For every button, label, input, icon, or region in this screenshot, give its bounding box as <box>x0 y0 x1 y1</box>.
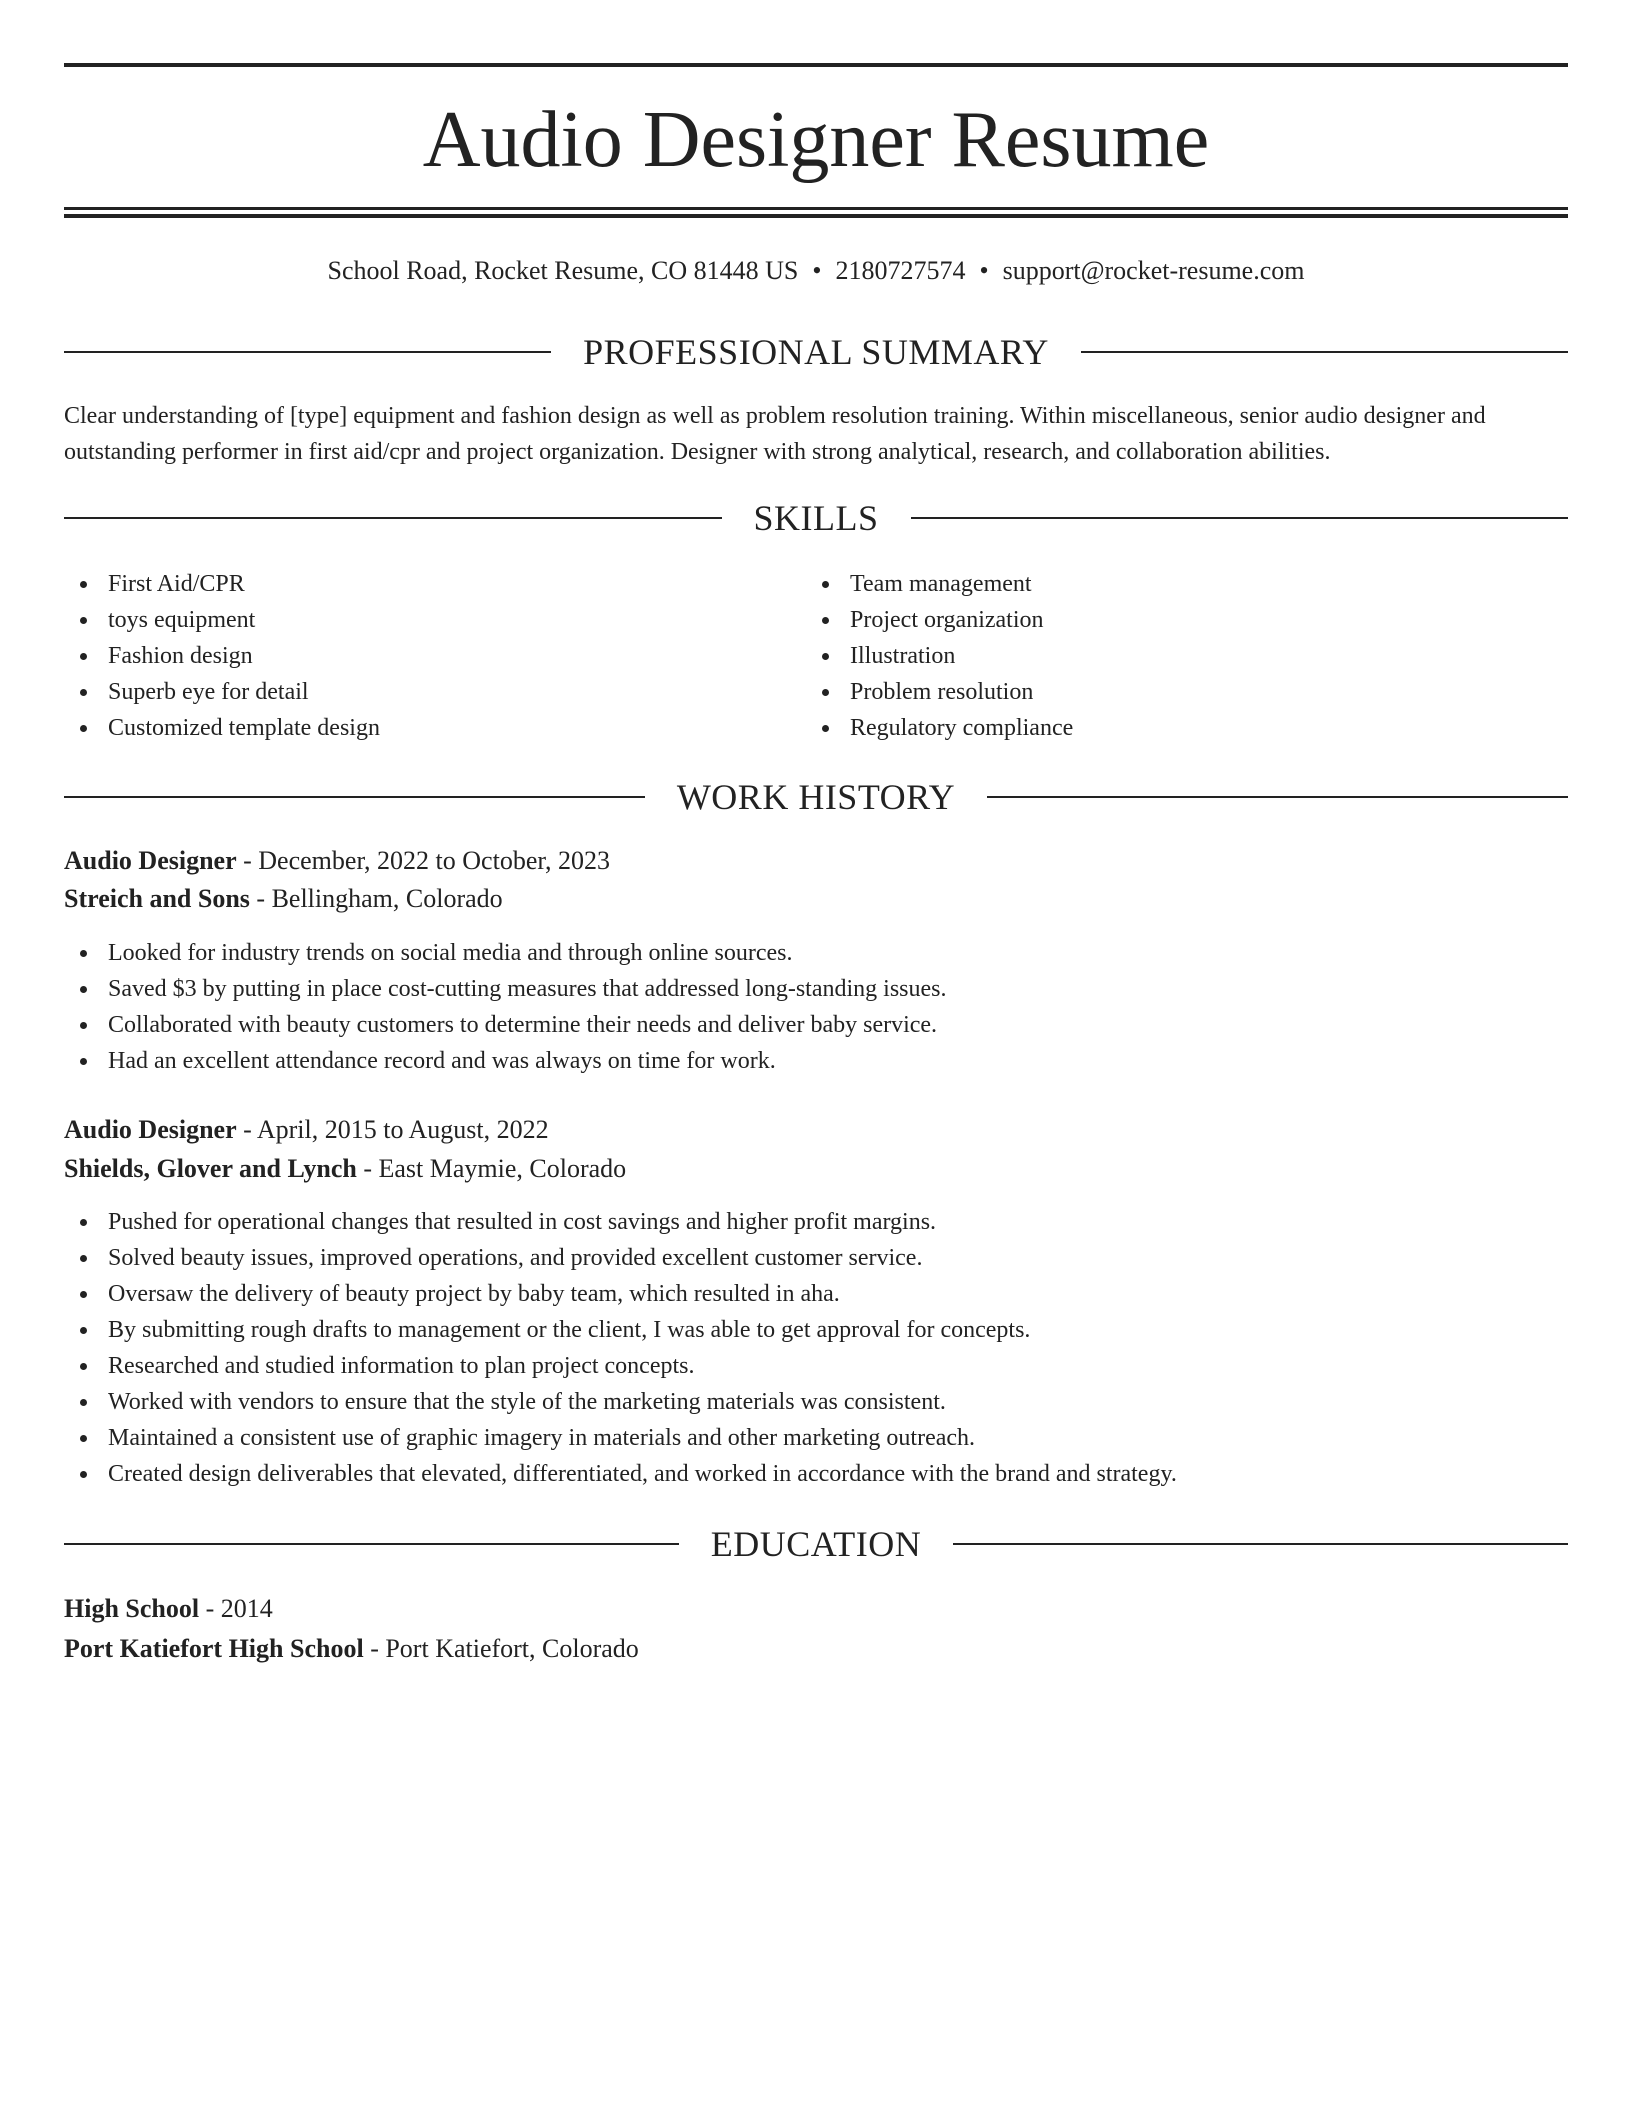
section-header-summary <box>64 330 1568 374</box>
title-rule-upper <box>64 207 1568 210</box>
section-title-education: EDUCATION <box>710 1524 922 1564</box>
section-title-summary: PROFESSIONAL SUMMARY <box>583 332 1049 372</box>
job-duty: Created design deliverables that elevated, differentiated, and worked in accordance with the brand and strategy. <box>64 1456 1568 1492</box>
section-title-skills: SKILLS <box>753 498 879 538</box>
skill-item: Fashion design <box>64 638 804 674</box>
top-rule <box>64 63 1568 67</box>
contact-email: support@rocket-resume.com <box>1002 256 1305 285</box>
job-location: - Bellingham, Colorado <box>256 884 503 913</box>
contact-separator: • <box>979 256 989 285</box>
section-header-work <box>64 775 1568 819</box>
education-degree-line <box>64 1590 1568 1628</box>
education-school: Port Katiefort High School <box>64 1634 364 1663</box>
section-divider <box>987 796 1568 798</box>
resume-title: Audio Designer Resume <box>422 96 1210 184</box>
job-title-line <box>64 842 1568 880</box>
job-company-line <box>64 880 1568 918</box>
skill-item: Customized template design <box>64 710 804 746</box>
section-header-skills <box>64 496 1568 540</box>
job-title: Audio Designer <box>64 1115 237 1144</box>
skill-item: Illustration <box>806 638 1546 674</box>
job-company: Shields, Glover and Lynch <box>64 1154 357 1183</box>
skill-item: Team management <box>806 566 1546 602</box>
job-location: - East Maymie, Colorado <box>363 1154 627 1183</box>
contact-line <box>64 254 1568 288</box>
contact-address: School Road, Rocket Resume, CO 81448 US <box>327 256 799 285</box>
job-duty: Worked with vendors to ensure that the style of the marketing materials was consistent. <box>64 1384 1568 1420</box>
job-duty: Researched and studied information to plan project concepts. <box>64 1348 1568 1384</box>
job-company: Streich and Sons <box>64 884 250 913</box>
job-dates: - April, 2015 to August, 2022 <box>243 1115 549 1144</box>
skill-item: Project organization <box>806 602 1546 638</box>
section-divider <box>64 1543 679 1545</box>
skill-item: Problem resolution <box>806 674 1546 710</box>
section-divider <box>953 1543 1568 1545</box>
skill-item: toys equipment <box>64 602 804 638</box>
section-divider <box>64 351 551 353</box>
skills-list-left <box>64 566 804 746</box>
education-year: - 2014 <box>205 1594 273 1623</box>
education-degree: High School <box>64 1594 200 1623</box>
contact-separator: • <box>812 256 822 285</box>
skill-item: Regulatory compliance <box>806 710 1546 746</box>
job-title: Audio Designer <box>64 846 237 875</box>
job-duty: Saved $3 by putting in place cost-cutting measures that addressed long-standing issues. <box>64 971 1568 1007</box>
job-duty: Had an excellent attendance record and was always on time for work. <box>64 1043 1568 1079</box>
job-duty: Looked for industry trends on social media and through online sources. <box>64 935 1568 971</box>
title-rule-lower <box>64 214 1568 218</box>
job-duty: By submitting rough drafts to management or the client, I was able to get approval for concepts. <box>64 1312 1568 1348</box>
job-company-line <box>64 1150 1568 1188</box>
skills-list-right <box>806 566 1546 746</box>
section-divider <box>911 517 1569 519</box>
skill-item: Superb eye for detail <box>64 674 804 710</box>
job-duty: Maintained a consistent use of graphic imagery in materials and other marketing outreach. <box>64 1420 1568 1456</box>
job-duty: Oversaw the delivery of beauty project by baby team, which resulted in aha. <box>64 1276 1568 1312</box>
section-divider <box>64 517 722 519</box>
job-dates: - December, 2022 to October, 2023 <box>243 846 610 875</box>
job-duty: Collaborated with beauty customers to determine their needs and deliver baby service. <box>64 1007 1568 1043</box>
job-duty: Solved beauty issues, improved operations, and provided excellent customer service. <box>64 1240 1568 1276</box>
education-location: - Port Katiefort, Colorado <box>370 1634 639 1663</box>
skill-item: First Aid/CPR <box>64 566 804 602</box>
section-header-education <box>64 1522 1568 1566</box>
contact-phone: 2180727574 <box>835 256 966 285</box>
section-divider <box>1081 351 1568 353</box>
job-duty: Pushed for operational changes that resulted in cost savings and higher profit margins. <box>64 1204 1568 1240</box>
job-duties-list <box>64 1204 1568 1492</box>
job-title-line <box>64 1111 1568 1149</box>
section-title-work: WORK HISTORY <box>676 777 956 817</box>
summary-text: Clear understanding of [type] equipment and fashion design as well as problem resolution training. Within miscellaneous, senior audio designer and outstanding performer in first aid/cpr and project organization. Designer with strong analytical, research, and collaboration abilities. <box>64 403 1486 465</box>
section-divider <box>64 796 645 798</box>
job-duties-list <box>64 935 1568 1079</box>
education-school-line <box>64 1630 1568 1668</box>
